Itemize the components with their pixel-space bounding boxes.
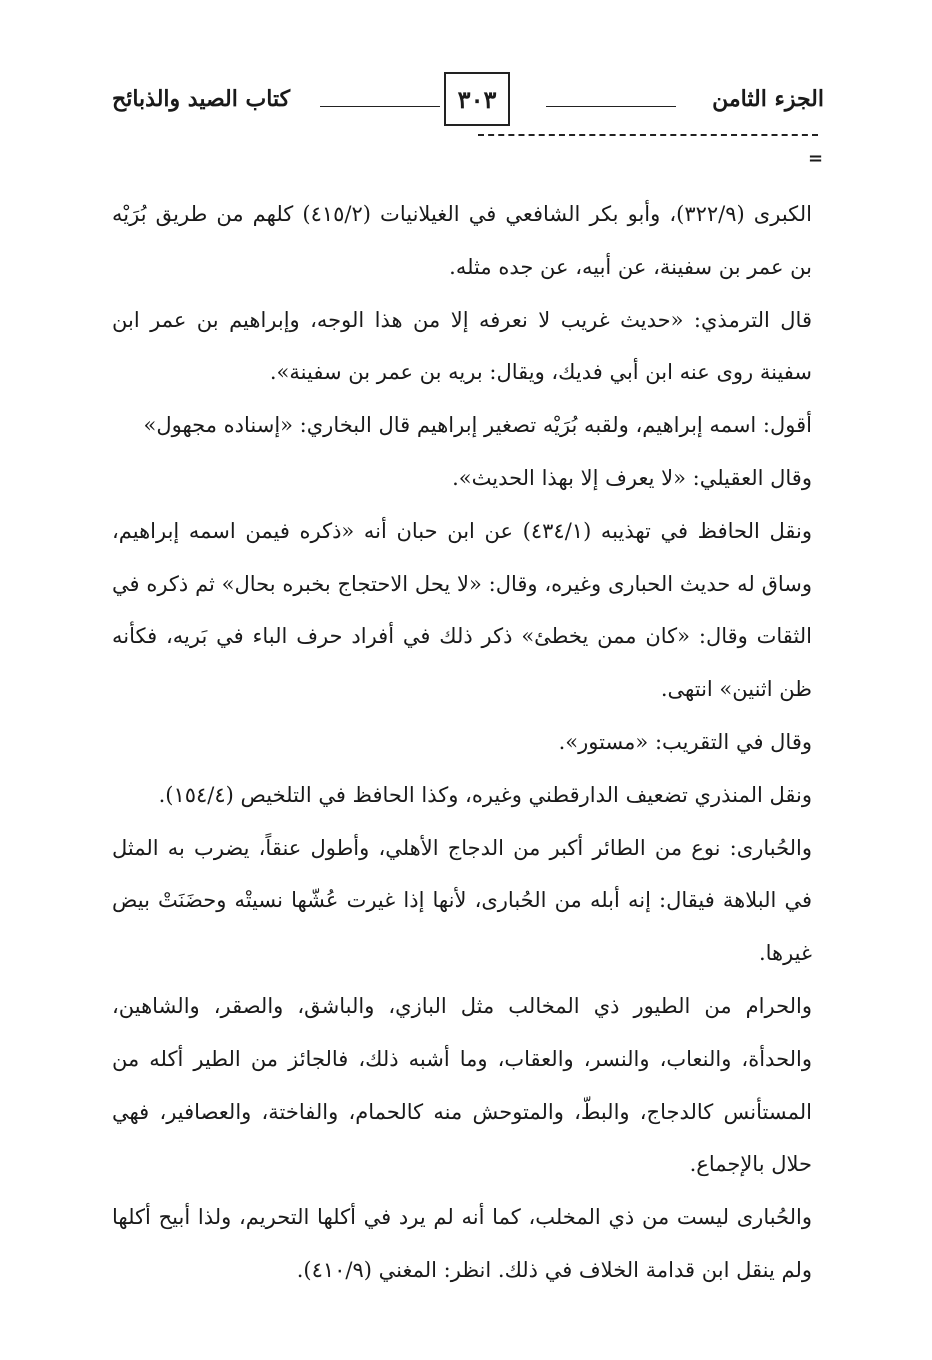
page-number: ٣٠٣ [457,84,497,114]
header-rule-right [546,106,676,107]
footnote-body [112,188,812,1297]
continuation-mark: = [808,148,824,169]
paragraph-1: الكبرى (٣٢٢/٩)، وأبو بكر الشافعي في الغيلانيات (٤١٥/٢) كلهم من طريق بُرَيْه بن عمر بن سفينة، عن أبيه، عن جده مثله. [112,202,813,279]
footnote-separator [478,134,818,136]
paragraph-6: وقال في التقريب: «مستور». [558,729,812,754]
book-title: كتاب الصيد والذبائح [112,86,291,112]
paragraph-2: قال الترمذي: «حديث غريب لا نعرفه إلا من هذا الوجه، وإبراهيم بن عمر ابن سفينة روى عنه ابن أبي فديك، ويقال: بريه بن عمر بن سفينة». [112,307,812,385]
page-header [112,72,824,132]
paragraph-5: ونقل الحافظ في تهذيبه (٤٣٤/١) عن ابن حبان أنه «ذكره فيمن اسمه إبراهيم، وساق له حديث الحبارى وغيره، وقال: «لا يحل الاحتجاج بخبره بحال» ثم ذكره في الثقات وقال: «كان ممن يخطئ» ذكر ذلك في أفراد حرف الباء في بَريه، فكأنه ظن اثنين» انتهى. [112,518,812,702]
paragraph-8: والحُبارى: نوع من الطائر أكبر من الدجاج الأهلي، وأطول عنقاً، يضرب به المثل في البلاهة فيقال: إنه أبله من الحُبارى، لأنها إذا غيرت عُشّها نسيتْه وحضَنَتْ بيض غيرها. [112,835,812,966]
paragraph-10: والحُبارى ليست من ذي المخلب، كما أنه لم يرد في أكلها التحريم، ولذا أبيح أكلها ولم ينقل ابن قدامة الخلاف في ذلك. انظر: المغني (٤١٠/٩). [112,1205,812,1282]
paragraph-3: أقول: اسمه إبراهيم، ولقبه بُرَيْه تصغير إبراهيم قال البخاري: «إسناده مجهول» [143,413,812,438]
page-number-box [444,72,510,126]
part-label: الجزء الثامن [712,86,824,112]
paragraph-4: وقال العقيلي: «لا يعرف إلا بهذا الحديث». [452,465,812,490]
header-rule-left [320,106,440,107]
paragraph-9: والحرام من الطيور ذي المخالب مثل البازي، والباشق، والصقر، والشاهين، والحدأة، والنعاب، والنسر، والعقاب، وما أشبه ذلك، فالجائز من الطير أكله من المستأنس كالدجاج، والبطّ، والمتوحش منه كالحمام، والفاختة، والعصافير، فهي حلال بالإجماع. [112,993,812,1177]
paragraph-7: ونقل المنذري تضعيف الدارقطني وغيره، وكذا الحافظ في التلخيص (١٥٤/٤). [158,782,812,807]
